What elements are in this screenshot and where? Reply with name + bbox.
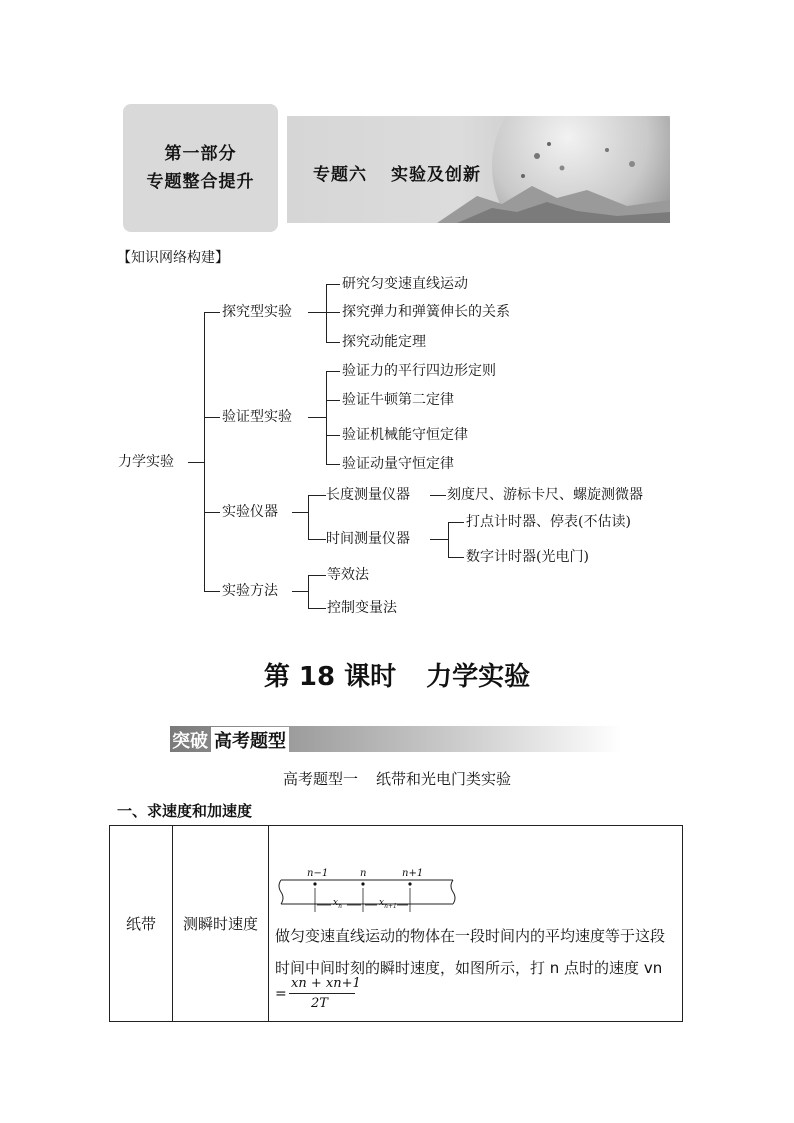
length-instrument: 长度测量仪器 <box>326 487 410 503</box>
part-box <box>123 104 278 232</box>
tape-segment-1: $x_n$ <box>333 898 342 910</box>
connector <box>326 400 340 401</box>
section-heading: 一、求速度和加速度 <box>117 802 253 820</box>
mindmap-item: 验证力的平行四边形定则 <box>342 363 496 379</box>
connector <box>448 557 464 558</box>
knowledge-heading: 【知识网络构建】 <box>117 250 229 266</box>
branch-methods: 实验方法 <box>222 583 278 599</box>
connector <box>204 512 220 513</box>
branch-inquiry: 探究型实验 <box>222 304 292 320</box>
connector <box>326 342 340 343</box>
topic-banner <box>287 116 670 223</box>
mindmap-item: 数字计时器(光电门) <box>466 549 589 565</box>
tape-segment-2: $x_{n+1}$ <box>379 898 397 910</box>
connector <box>326 464 340 465</box>
mindmap-item: 验证机械能守恒定律 <box>342 427 468 443</box>
connector <box>308 312 326 313</box>
branch-instruments: 实验仪器 <box>222 504 278 520</box>
connector <box>308 575 326 576</box>
connector <box>430 495 446 496</box>
connector <box>292 591 308 592</box>
connector <box>308 495 309 539</box>
connector <box>204 312 205 591</box>
mindmap-item: 探究动能定理 <box>342 334 426 350</box>
part-subtitle: 专题整合提升 <box>146 172 255 192</box>
table-cell-category: 纸带 <box>125 915 156 933</box>
banner-label-1: 突破 <box>172 731 208 752</box>
mindmap-item: 打点计时器、停表(不估读) <box>466 514 631 530</box>
lesson-title: 第 18 课时 力学实验 <box>263 662 531 692</box>
connector <box>308 495 326 496</box>
mindmap-item: 验证牛顿第二定律 <box>342 392 454 408</box>
table-cell-item: 测瞬时速度 <box>182 915 258 933</box>
connector <box>204 312 220 313</box>
mindmap-item: 探究弹力和弹簧伸长的关系 <box>342 304 510 320</box>
connector <box>326 371 340 372</box>
part-title: 第一部分 <box>164 144 237 164</box>
connector <box>308 608 326 609</box>
topic-title: 专题六 实验及创新 <box>313 165 481 185</box>
fraction-bar <box>289 993 355 994</box>
connector <box>326 371 327 464</box>
length-items: 刻度尺、游标卡尺、螺旋测微器 <box>447 487 643 503</box>
banner-label-2: 高考题型 <box>211 727 289 753</box>
branch-verify: 验证型实验 <box>222 409 292 425</box>
connector <box>448 522 449 557</box>
mindmap-root: 力学实验 <box>118 454 174 470</box>
connector <box>326 284 327 342</box>
connector <box>204 591 220 592</box>
connector <box>204 417 220 418</box>
mindmap-item: 等效法 <box>327 567 369 583</box>
mindmap-item: 控制变量法 <box>327 600 397 616</box>
connector <box>430 539 448 540</box>
connector <box>326 312 340 313</box>
section-banner <box>170 726 622 752</box>
question-type-heading: 高考题型一 纸带和光电门类实验 <box>282 770 512 788</box>
paper-tape-diagram <box>277 864 459 914</box>
table-cell-description: n−1 n n+1 $x_n$ $x_{n+1}$ 做匀变速直线运动的物体在一段时间内的平均速度等于这段时间中间时刻的瞬时速度，如图所示，打 n 点时的速度 vn = xn + xn+1 2T <box>269 826 682 1021</box>
tape-label-right: n+1 <box>402 868 424 879</box>
description-paragraph: 做匀变速直线运动的物体在一段时间内的平均速度等于这段时间中间时刻的瞬时速度，如图所示，打 n 点时的速度 vn <box>275 927 666 977</box>
connector <box>448 522 464 523</box>
connector <box>326 435 340 436</box>
connector <box>188 462 204 463</box>
connector <box>308 539 326 540</box>
time-instrument: 时间测量仪器 <box>326 531 410 547</box>
connector <box>292 512 308 513</box>
content-table <box>109 825 683 1022</box>
mindmap-item: 验证动量守恒定律 <box>342 456 454 472</box>
mindmap-item: 研究匀变速直线运动 <box>342 276 468 292</box>
tape-label-left: n−1 <box>307 868 329 879</box>
connector <box>308 575 309 608</box>
connector <box>308 417 326 418</box>
tape-label-mid: n <box>360 868 367 879</box>
connector <box>326 284 340 285</box>
